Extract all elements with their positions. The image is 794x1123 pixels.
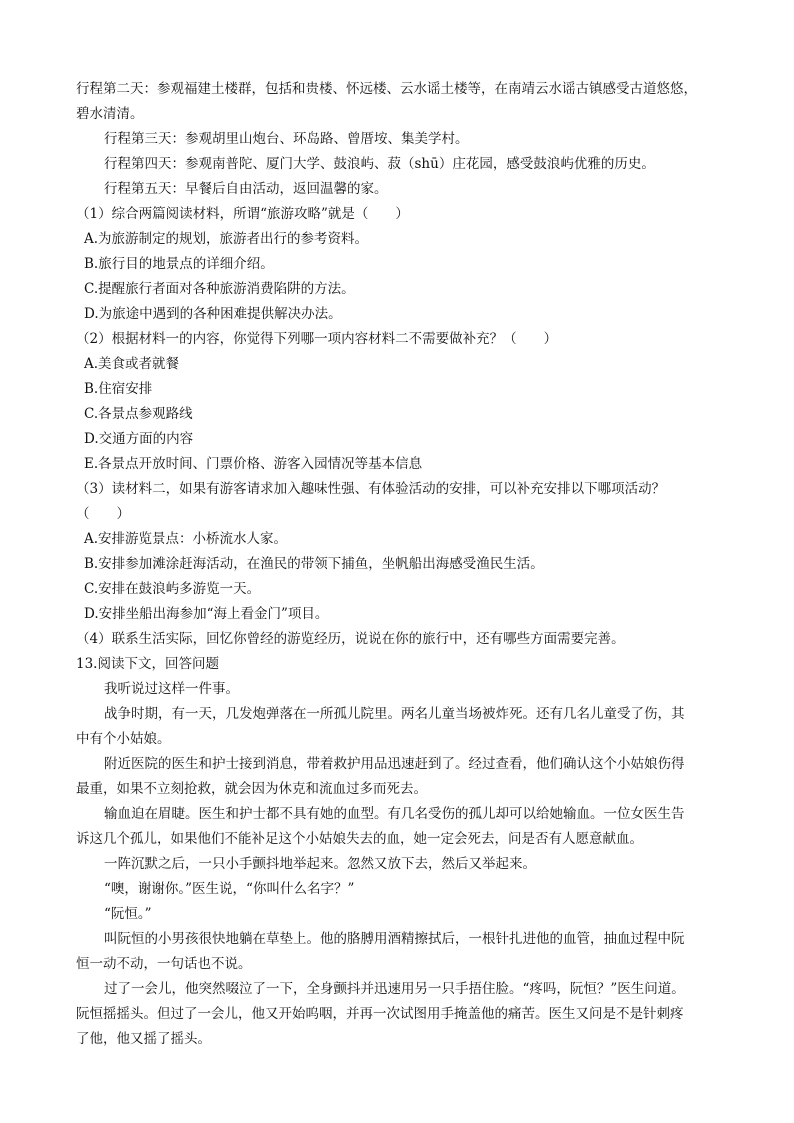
question-3-option-c: C.安排在鼓浪屿多游览一天。 (84, 581, 261, 597)
passage-line: 我听说过这样一件事。 (104, 681, 239, 697)
itinerary-day2-line2: 碧水清清。 (76, 106, 144, 122)
question-1-option-a: A.为旅游制定的规划，旅游者出行的参考资料。 (84, 231, 369, 247)
passage-line: 中有个小姑娘。 (76, 731, 171, 747)
question-3-option-d: D.安排坐船出海参加“海上看金门”项目。 (84, 606, 329, 622)
question-3-stem-line2: （ ） (76, 506, 130, 522)
itinerary-day2-line1: 行程第二天：参观福建土楼群，包括和贵楼、怀远楼、云水谣土楼等，在南靖云水谣古镇感受古道悠悠， (76, 81, 697, 97)
passage-line: 最重，如果不立刻抢救，就会因为休克和流血过多而死去。 (76, 781, 427, 797)
passage-line: 输血迫在眉睫。医生和护士都不具有她的血型。有几名受伤的孤儿却可以给她输血。一位女医生告 (104, 806, 685, 822)
question-3-option-a: A.安排游览景点：小桥流水人家。 (84, 531, 288, 547)
passage-line: 一阵沉默之后，一只小手颤抖地举起来。忽然又放下去，然后又举起来。 (104, 856, 536, 872)
passage-line: 诉这几个孤儿，如果他们不能补足这个小姑娘失去的血，她一定会死去，问是否有人愿意献血。 (76, 831, 643, 847)
question-2-stem: （2）根据材料一的内容，你觉得下列哪一项内容材料二不需要做补充？（ ） (76, 331, 558, 347)
question-2-option-e: E.各景点开放时间、门票价格、游客入园情况等基本信息 (84, 456, 423, 472)
question-1-option-d: D.为旅途中遇到的各种困难提供解决办法。 (84, 306, 342, 322)
itinerary-day3: 行程第三天：参观胡里山炮台、环岛路、曾厝垵、集美学村。 (104, 131, 469, 147)
question-3-stem-line1: （3）读材料二，如果有游客请求加入趣味性强、有体验活动的安排，可以补充安排以下哪项活动？ (76, 481, 666, 497)
itinerary-day5: 行程第五天：早餐后自由活动，返回温馨的家。 (104, 181, 388, 197)
question-3-option-b: B.安排参加滩涂赶海活动，在渔民的带领下捕鱼，坐帆船出海感受渔民生活。 (84, 556, 544, 572)
question-4-stem: （4）联系生活实际，回忆你曾经的游览经历，说说在你的旅行中，还有哪些方面需要完善。 (76, 631, 625, 647)
passage-line: 战争时期，有一天，几发炮弹落在一所孤儿院里。两名儿童当场被炸死。还有几名儿童受了伤，其 (104, 706, 685, 722)
question-1-option-b: B.旅行目的地景点的详细介绍。 (84, 256, 274, 272)
passage-line: “噢，谢谢你。”医生说，“你叫什么名字？” (104, 881, 355, 897)
passage-line: 附近医院的医生和护士接到消息，带着救护用品迅速赶到了。经过查看，他们确认这个小姑娘伤得 (104, 756, 685, 772)
question-1-stem: （1）综合两篇阅读材料，所谓“旅游攻略”就是（ ） (76, 206, 409, 222)
question-2-option-b: B.住宿安排 (84, 381, 153, 397)
passage-line: “阮恒。” (104, 906, 152, 922)
question-2-option-c: C.各景点参观路线 (84, 406, 193, 422)
passage-line: 过了一会儿，他突然啜泣了一下，全身颤抖并迅速用另一只手捂住脸。“疼吗，阮恒？”医生问道。 (104, 981, 685, 997)
passage-line: 阮恒摇摇头。但过了一会儿，他又开始呜咽，并再一次试图用手掩盖他的痛苦。医生又问是不是针刺疼 (76, 1006, 684, 1022)
question-2-option-a: A.美食或者就餐 (84, 356, 180, 372)
passage-line: 了他，他又摇了摇头。 (76, 1031, 211, 1047)
question-1-option-c: C.提醒旅行者面对各种旅游消费陷阱的方法。 (84, 281, 355, 297)
passage-line: 恒一动不动，一句话也不说。 (76, 956, 252, 972)
passage-line: 叫阮恒的小男孩很快地躺在草垫上。他的胳膊用酒精擦拭后，一根针扎进他的血管，抽血过程中阮 (104, 931, 685, 947)
question-2-option-d: D.交通方面的内容 (84, 431, 194, 447)
itinerary-day4: 行程第四天：参观南普陀、厦门大学、鼓浪屿、菽（shū）庄花园，感受鼓浪屿优雅的历史。 (104, 156, 655, 172)
question-13-heading: 13.阅读下文，回答问题 (76, 656, 219, 672)
